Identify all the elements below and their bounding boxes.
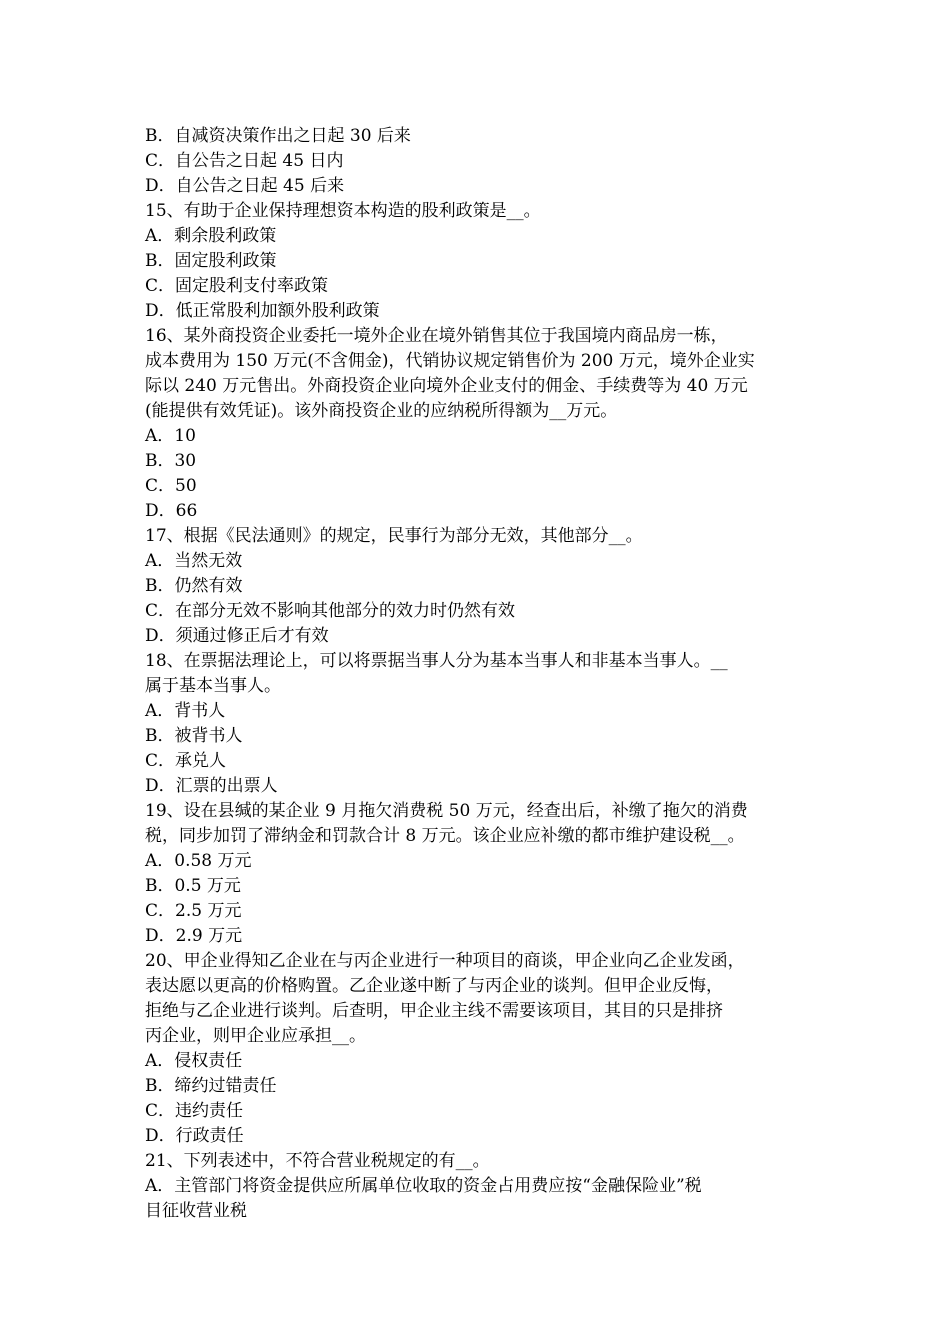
text-line: A．主管部门将资金提供应所属单位收取的资金占用费应按“金融保险业”税 <box>145 1176 702 1196</box>
text-line: 丙企业，则甲企业应承担__。 <box>145 1026 366 1046</box>
text-line: B．0.5 万元 <box>145 876 241 896</box>
text-line: C．违约责任 <box>145 1101 244 1121</box>
question-15: 15、有助于企业保持理想资本构造的股利政策是__。 <box>145 201 541 221</box>
text-line: D．须通过修正后才有效 <box>145 626 329 646</box>
text-line: (能提供有效凭证)。该外商投资企业的应纳税所得额为__万元。 <box>145 401 618 421</box>
document-body <box>145 124 825 1224</box>
text-line: C．自公告之日起 45 日内 <box>145 151 344 171</box>
text-line: 拒绝与乙企业进行谈判。后查明，甲企业主线不需要该项目，其目的只是排挤 <box>145 1001 723 1021</box>
text-line: A．剩余股利政策 <box>145 226 277 246</box>
text-line: A．当然无效 <box>145 551 243 571</box>
text-line: 属于基本当事人。 <box>145 676 281 696</box>
question-18: 18、在票据法理论上，可以将票据当事人分为基本当事人和非基本当事人。__ <box>145 651 728 671</box>
text-line: C．在部分无效不影响其他部分的效力时仍然有效 <box>145 601 516 621</box>
text-line: D．低正常股利加额外股利政策 <box>145 301 380 321</box>
text-line: 税，同步加罚了滞纳金和罚款合计 8 万元。该企业应补缴的都市维护建设税__。 <box>145 826 745 846</box>
text-line: C．承兑人 <box>145 751 227 771</box>
text-line: A．10 <box>145 426 196 446</box>
text-line: 表达愿以更高的价格购置。乙企业遂中断了与丙企业的谈判。但甲企业反悔， <box>145 976 723 996</box>
text-line: 成本费用为 150 万元(不含佣金)，代销协议规定销售价为 200 万元，境外企业实 <box>145 351 755 371</box>
text-line: 目征收营业税 <box>145 1201 247 1221</box>
question-19: 19、设在县缄的某企业 9 月拖欠消费税 50 万元，经查出后，补缴了拖欠的消费 <box>145 801 748 821</box>
text-line: B．仍然有效 <box>145 576 243 596</box>
question-17: 17、根据《民法通则》的规定，民事行为部分无效，其他部分__。 <box>145 526 643 546</box>
question-16: 16、某外商投资企业委托一境外企业在境外销售其位于我国境内商品房一栋， <box>145 326 728 346</box>
text-line: B．自减资决策作出之日起 30 后来 <box>145 126 411 146</box>
text-line: A．0.58 万元 <box>145 851 252 871</box>
text-line: D．66 <box>145 501 198 521</box>
text-line: D．2.9 万元 <box>145 926 243 946</box>
text-line: C．50 <box>145 476 197 496</box>
text-line: B．缔约过错责任 <box>145 1076 277 1096</box>
text-line: D．汇票的出票人 <box>145 776 278 796</box>
text-line: A．侵权责任 <box>145 1051 243 1071</box>
text-line: D．自公告之日起 45 后来 <box>145 176 345 196</box>
text-line: 际以 240 万元售出。外商投资企业向境外企业支付的佣金、手续费等为 40 万元 <box>145 376 748 396</box>
question-21: 21、下列表述中，不符合营业税规定的有__。 <box>145 1151 490 1171</box>
text-line: C．固定股利支付率政策 <box>145 276 329 296</box>
text-line: B．固定股利政策 <box>145 251 277 271</box>
text-line: B．30 <box>145 451 197 471</box>
question-20: 20、甲企业得知乙企业在与丙企业进行一种项目的商谈，甲企业向乙企业发函， <box>145 951 745 971</box>
text-line: B．被背书人 <box>145 726 243 746</box>
text-line: D．行政责任 <box>145 1126 244 1146</box>
text-line: A．背书人 <box>145 701 226 721</box>
text-line: C．2.5 万元 <box>145 901 242 921</box>
